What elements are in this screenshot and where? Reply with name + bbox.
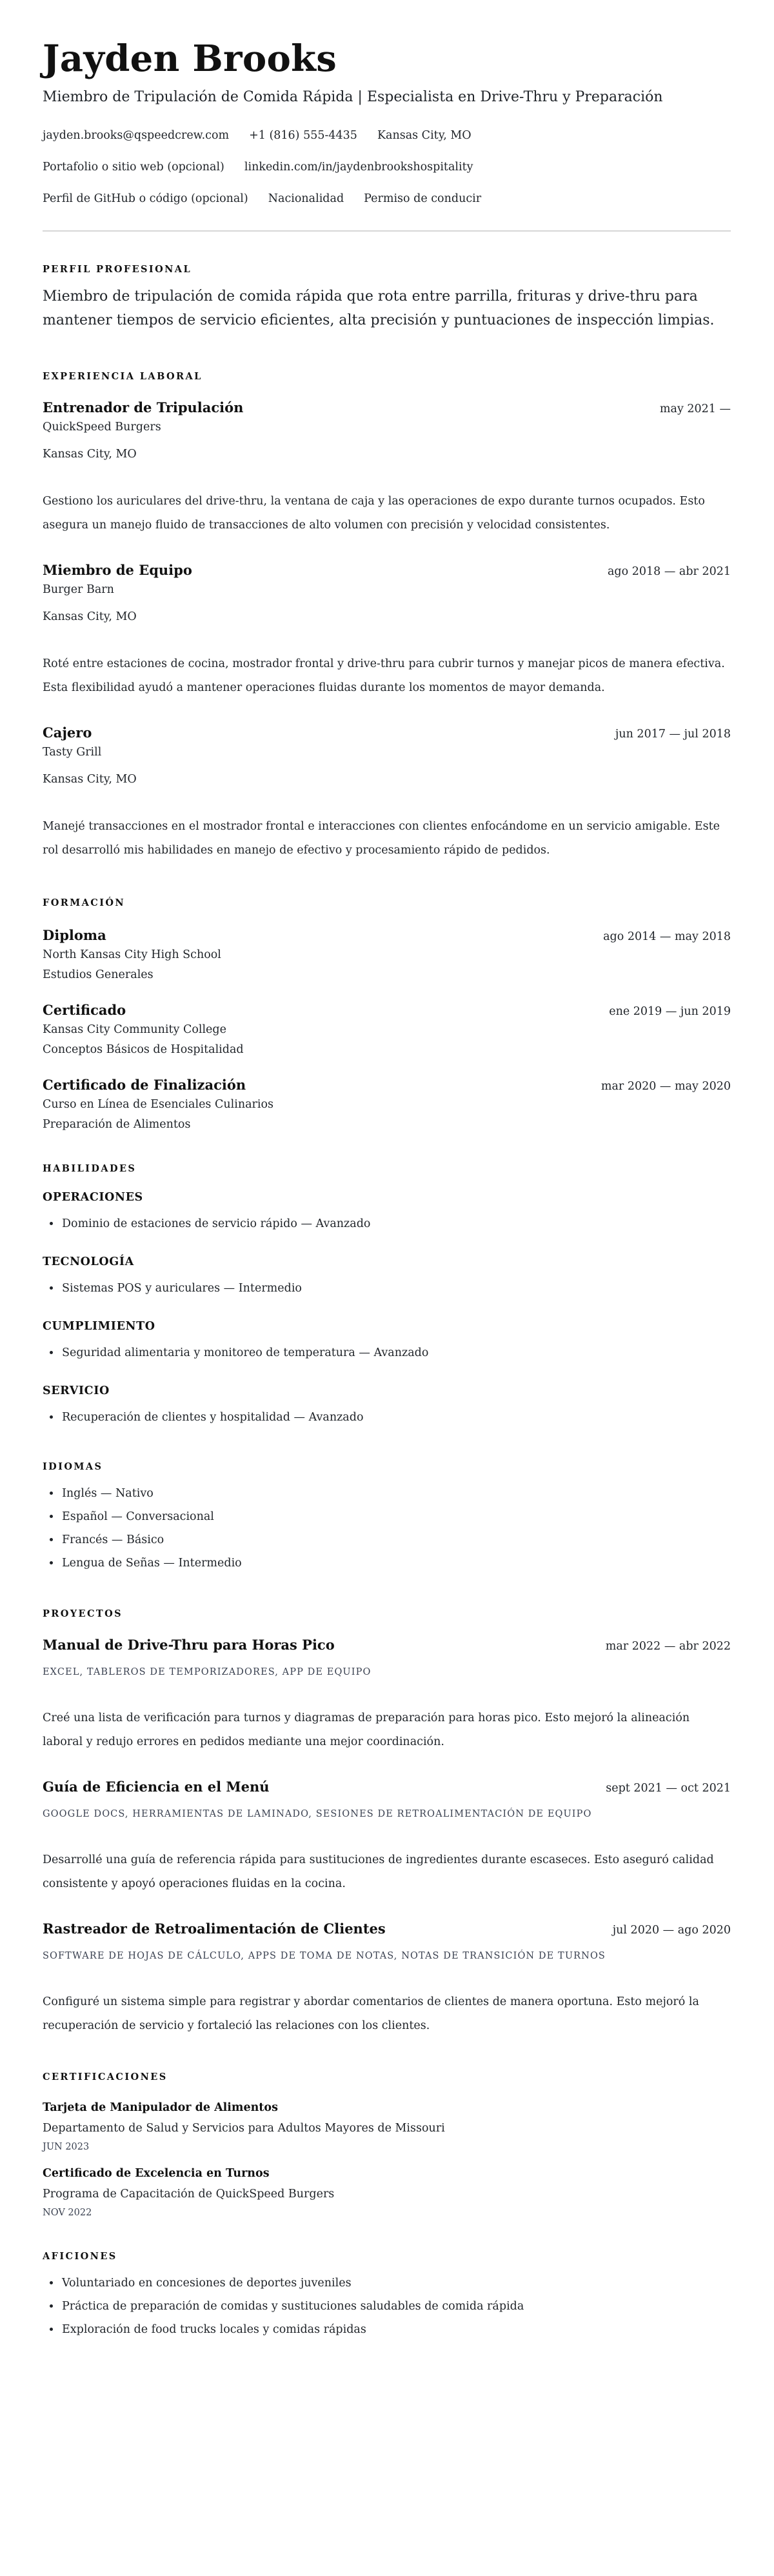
skills-section (43, 1162, 731, 1429)
job-description: Gestiono los auriculares del drive-thru, la ventana de caja y las operaciones de expo durante turnos ocupados. Esto asegura un manejo fluido de transacciones de alto volumen con precisión y velocidad consistentes. (43, 495, 705, 532)
hobby-item: • Práctica de preparación de comidas y sustituciones saludables de comida rápida (61, 2295, 731, 2318)
contact-row (43, 120, 731, 152)
certification-name: Tarjeta de Manipulador de Alimentos (43, 2101, 278, 2114)
certification-issuer: Programa de Capacitación de QuickSpeed Burgers (43, 2188, 335, 2201)
project-tech: EXCEL, TABLEROS DE TEMPORIZADORES, APP DE EQUIPO (43, 1667, 372, 1677)
experience-entry (43, 723, 731, 863)
job-description: Roté entre estaciones de cocina, mostrador frontal y drive-thru para cubrir turnos y manejar picos de manera efectiva. Esta flexibilidad ayudó a mantener operaciones fluidas durante los momentos de mayor demanda. (43, 657, 725, 694)
institution-name: North Kansas City High School (43, 948, 221, 961)
degree-name: Certificado de Finalización (43, 1077, 246, 1093)
job-dates: ago 2018 — abr 2021 (608, 565, 731, 578)
contact-row (43, 183, 731, 215)
section-title: FORMACIÓN (43, 897, 126, 908)
company-name: Burger Barn (43, 583, 114, 596)
skill-group-title: CUMPLIMIENTO (43, 1320, 155, 1333)
project-description: Configuré un sistema simple para registrar y abordar comentarios de clientes de manera oportuna. Esto mejoró la recuperación de servicio y fortaleció las relaciones con los clientes. (43, 1995, 699, 2032)
language-item: • Español — Conversacional (61, 1505, 731, 1528)
resume-header (43, 35, 731, 232)
skill-group (43, 1318, 731, 1364)
project-name: Guía de Eficiencia en el Menú (43, 1779, 270, 1795)
skill-group (43, 1383, 731, 1429)
job-title: Entrenador de Tripulación (43, 399, 244, 415)
section-title: PROYECTOS (43, 1608, 123, 1619)
hobby-item: • Voluntariado en concesiones de deportes juveniles (61, 2271, 731, 2295)
experience-section (43, 370, 731, 863)
project-entry (43, 1635, 731, 1754)
education-entry (43, 1001, 731, 1061)
profile-section (43, 263, 731, 332)
linkedin-link[interactable]: linkedin.com/in/jaydenbrookshospitality (244, 161, 473, 174)
job-dates: may 2021 — (659, 403, 731, 415)
skill-item: • Recuperación de clientes y hospitalidad — Avanzado (61, 1406, 731, 1429)
project-tech: SOFTWARE DE HOJAS DE CÁLCULO, APPS DE TOMA DE NOTAS, NOTAS DE TRANSICIÓN DE TURNOS (43, 1951, 606, 1961)
drivers-license: Permiso de conducir (364, 192, 482, 205)
skill-group-title: SERVICIO (43, 1384, 110, 1397)
project-description: Creé una lista de verificación para turnos y diagramas de preparación para horas pico. Esto mejoró la alineación laboral y redujo errores en pedidos mediante una mejor coordinación. (43, 1712, 690, 1748)
project-dates: mar 2022 — abr 2022 (605, 1640, 731, 1653)
profile-summary: Miembro de tripulación de comida rápida que rota entre parrilla, frituras y drive-thru para mantener tiempos de servicio eficientes, alta precisión y puntuaciones de inspección limpias. (43, 288, 715, 328)
portfolio-link[interactable]: Portafolio o sitio web (opcional) (43, 161, 224, 174)
education-section (43, 896, 731, 1136)
candidate-headline: Miembro de Tripulación de Comida Rápida | Especialista en Drive-Thru y Preparación (43, 89, 663, 105)
section-title: IDIOMAS (43, 1461, 103, 1472)
candidate-name: Jayden Brooks (43, 37, 337, 80)
certifications-section (43, 2070, 731, 2220)
project-tech: GOOGLE DOCS, HERRAMIENTAS DE LAMINADO, SESIONES DE RETROALIMENTACIÓN DE EQUIPO (43, 1809, 592, 1819)
certification-date: NOV 2022 (43, 2208, 92, 2218)
job-location: Kansas City, MO (43, 448, 137, 461)
degree-name: Diploma (43, 927, 106, 943)
certification-issuer: Departamento de Salud y Servicios para Adultos Mayores de Missouri (43, 2122, 445, 2135)
languages-section (43, 1460, 731, 1575)
language-item: • Inglés — Nativo (61, 1482, 731, 1505)
education-entry (43, 1075, 731, 1136)
skill-group (43, 1189, 731, 1235)
skill-item: • Sistemas POS y auriculares — Intermedio (61, 1277, 731, 1300)
education-dates: ago 2014 — may 2018 (603, 930, 731, 943)
company-name: Tasty Grill (43, 746, 102, 759)
degree-name: Certificado (43, 1002, 126, 1018)
institution-name: Kansas City Community College (43, 1023, 226, 1036)
projects-section (43, 1607, 731, 2038)
project-dates: jul 2020 — ago 2020 (612, 1924, 731, 1937)
experience-entry (43, 398, 731, 537)
job-description: Manejé transacciones en el mostrador frontal e interacciones con clientes enfocándome en un servicio amigable. Este rol desarrolló mis habilidades en manejo de efectivo y procesamiento rápido de pedidos. (43, 820, 720, 857)
job-location: Kansas City, MO (43, 610, 137, 623)
project-name: Rastreador de Retroalimentación de Clientes (43, 1921, 386, 1937)
skill-group (43, 1253, 731, 1300)
education-dates: mar 2020 — may 2020 (600, 1080, 731, 1093)
project-description: Desarrollé una guía de referencia rápida para sustituciones de ingredientes durante escaseces. Esto aseguró calidad consistente y apoyó operaciones fluidas en la cocina. (43, 1853, 714, 1890)
header-divider (43, 230, 731, 232)
field-of-study: Estudios Generales (43, 968, 154, 981)
language-item: • Francés — Básico (61, 1528, 731, 1552)
experience-entry (43, 561, 731, 700)
hobby-item: • Exploración de food trucks locales y comidas rápidas (61, 2318, 731, 2341)
project-dates: sept 2021 — oct 2021 (606, 1782, 731, 1795)
education-dates: ene 2019 — jun 2019 (609, 1005, 731, 1018)
project-entry (43, 1777, 731, 1896)
github-link[interactable]: Perfil de GitHub o código (opcional) (43, 192, 248, 205)
certification-name: Certificado de Excelencia en Turnos (43, 2167, 270, 2180)
institution-name: Curso en Línea de Esenciales Culinarios (43, 1098, 274, 1111)
section-title: HABILIDADES (43, 1163, 137, 1174)
nationality: Nacionalidad (268, 192, 344, 205)
job-location: Kansas City, MO (43, 773, 137, 786)
job-title: Miembro de Equipo (43, 562, 192, 578)
skill-item: • Dominio de estaciones de servicio rápido — Avanzado (61, 1212, 731, 1235)
language-item: • Lengua de Señas — Intermedio (61, 1552, 731, 1575)
hobbies-section (43, 2250, 731, 2341)
certification-entry (43, 2099, 731, 2154)
field-of-study: Preparación de Alimentos (43, 1118, 191, 1131)
skill-group-title: TECNOLOGÍA (43, 1255, 134, 1268)
certification-entry (43, 2164, 731, 2220)
skill-item: • Seguridad alimentaria y monitoreo de temperatura — Avanzado (61, 1341, 731, 1364)
job-dates: jun 2017 — jul 2018 (615, 728, 731, 741)
section-title: PERFIL PROFESIONAL (43, 264, 192, 275)
section-title: CERTIFICACIONES (43, 2072, 168, 2082)
phone-number[interactable]: +1 (816) 555-4435 (249, 129, 357, 142)
company-name: QuickSpeed Burgers (43, 421, 161, 434)
contact-info (43, 120, 731, 215)
project-entry (43, 1919, 731, 2038)
email-link[interactable]: jayden.brooks@qspeedcrew.com (43, 129, 230, 142)
section-title: EXPERIENCIA LABORAL (43, 371, 203, 382)
contact-row (43, 152, 731, 183)
skill-group-title: OPERACIONES (43, 1191, 143, 1204)
field-of-study: Conceptos Básicos de Hospitalidad (43, 1043, 244, 1056)
education-entry (43, 926, 731, 986)
project-name: Manual de Drive-Thru para Horas Pico (43, 1637, 335, 1653)
certification-date: JUN 2023 (43, 2142, 90, 2152)
section-title: AFICIONES (43, 2251, 117, 2262)
location: Kansas City, MO (377, 129, 471, 142)
job-title: Cajero (43, 724, 92, 741)
